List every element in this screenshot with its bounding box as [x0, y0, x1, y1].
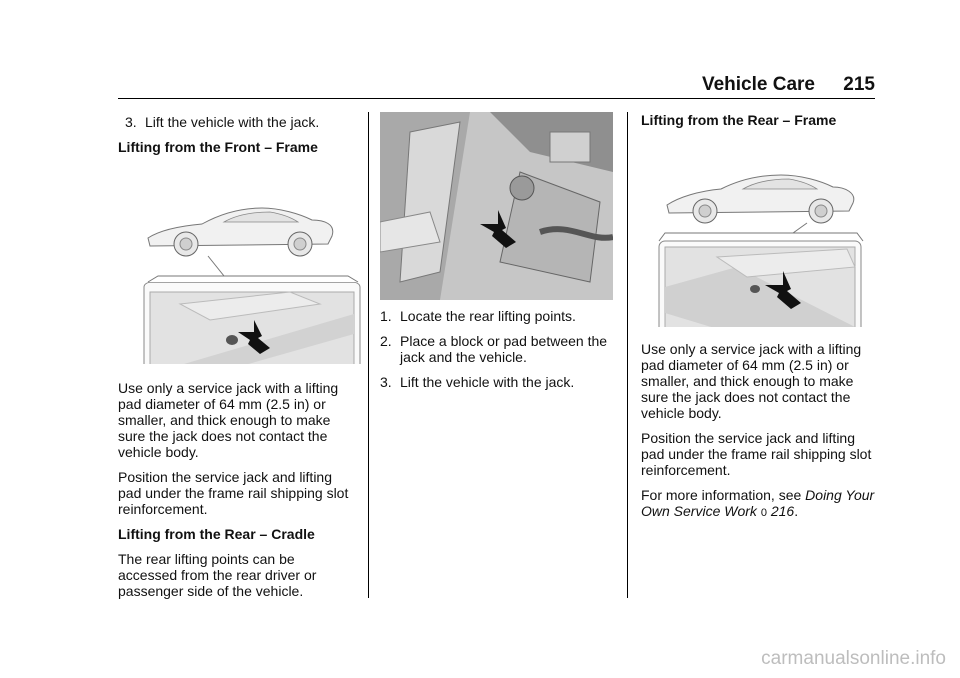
rear-cradle-photo: [380, 112, 613, 300]
step-text: Lift the vehicle with the jack.: [400, 374, 575, 390]
figure-rear-cradle: [380, 112, 613, 300]
heading-rear-frame: Lifting from the Rear – Frame: [641, 112, 837, 128]
column-3: [641, 112, 875, 530]
paragraph-position-jack: Position the service jack and lifting pad under the frame rail shipping slot reinforcement.: [641, 430, 872, 478]
section-title: Vehicle Care: [701, 74, 815, 95]
xref-end: .: [794, 503, 799, 519]
step-number: 2.: [380, 333, 392, 349]
step-item: [380, 333, 618, 365]
figure-front-frame: [140, 164, 365, 364]
step-item: [380, 374, 618, 390]
page-reference-icon: 0: [760, 507, 767, 519]
xref-prefix: For more information, see: [641, 487, 806, 503]
figure-rear-frame: [657, 137, 867, 327]
column-divider-2: [627, 112, 628, 598]
step-number: 3.: [380, 374, 392, 390]
step-text: Place a block or pad between the jack and the vehicle.: [400, 333, 608, 365]
xref-page[interactable]: 216: [770, 503, 795, 519]
heading-front-frame: Lifting from the Front – Frame: [118, 139, 318, 155]
column-1: [118, 114, 356, 608]
watermark: carmanualsonline.info: [761, 648, 946, 669]
step-item: [118, 114, 356, 130]
heading-rear-cradle: Lifting from the Rear – Cradle: [118, 526, 315, 542]
paragraph-position-jack: Position the service jack and lifting pad under the frame rail shipping slot reinforcement.: [118, 469, 349, 517]
header-rule: [118, 98, 875, 99]
column-divider-1: [368, 112, 369, 598]
page-number: 215: [843, 74, 875, 95]
paragraph-jack-size: Use only a service jack with a lifting pad diameter of 64 mm (2.5 in) or smaller, and thick enough to make sure the jack does not contact the vehicle body.: [118, 380, 339, 460]
paragraph-jack-size: Use only a service jack with a lifting pad diameter of 64 mm (2.5 in) or smaller, and thick enough to make sure the jack does not contact the vehicle body.: [641, 341, 862, 421]
step-item: [380, 308, 618, 324]
column-2: [380, 112, 618, 399]
step-number: 3.: [125, 114, 137, 130]
front-frame-illustration: [140, 164, 365, 364]
paragraph-rear-access: The rear lifting points can be accessed from the rear driver or passenger side of the vehicle.: [118, 551, 317, 599]
rear-frame-illustration: [657, 137, 867, 327]
paragraph-more-info: [641, 487, 875, 521]
step-text: Lift the vehicle with the jack.: [145, 114, 320, 130]
xref-link[interactable]: Doing Your Own Service Work: [641, 487, 875, 519]
step-number: 1.: [380, 308, 392, 324]
step-text: Locate the rear lifting points.: [400, 308, 576, 324]
